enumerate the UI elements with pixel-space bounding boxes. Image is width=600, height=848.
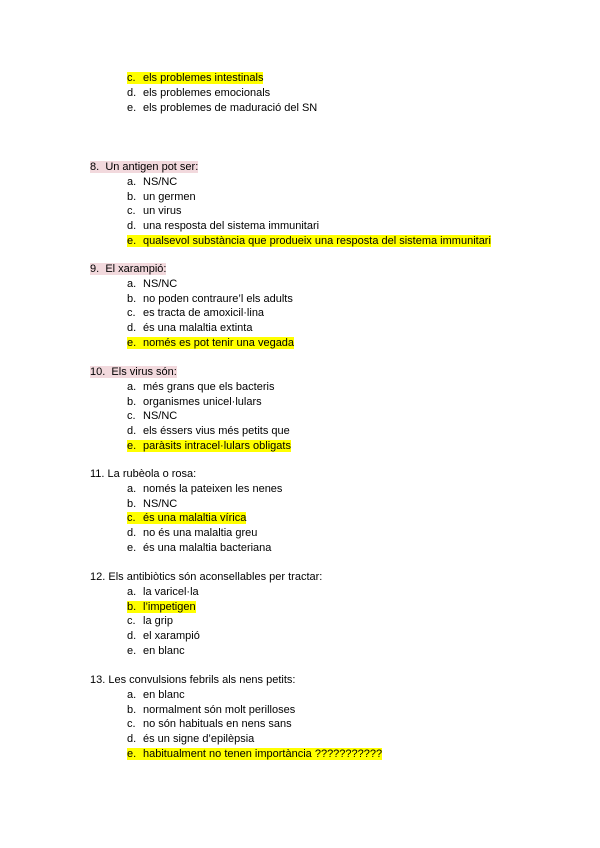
option-e: e. només es pot tenir una vegada <box>127 337 295 349</box>
question-text: 8. Un antigen pot ser: <box>90 161 199 173</box>
option-c: c. NS/NC <box>127 410 178 422</box>
option-c: c. la grip <box>127 615 173 627</box>
option-d: d. el xarampió <box>127 630 200 642</box>
option-b: b. l’impetigen <box>127 601 196 613</box>
option-d: d. els problemes emocionals <box>127 87 271 99</box>
option-d: d. és un signe d’epilèpsia <box>127 733 255 745</box>
option-a: a. la varicel·la <box>127 586 199 598</box>
option-c: c. es tracta de amoxicil·lina <box>127 307 265 319</box>
option-e: e. és una malaltia bacteriana <box>127 542 272 554</box>
option-e: e. en blanc <box>127 645 185 657</box>
question-text: 10. Els virus són: <box>90 366 177 378</box>
question-text: 11. La rubèola o rosa: <box>90 468 197 480</box>
option-c: c. és una malaltia vírica <box>127 512 247 524</box>
option-d: d. una resposta del sistema immunitari <box>127 220 320 232</box>
option-b: b. normalment són molt perilloses <box>127 704 296 716</box>
question-text: 13. Les convulsions febrils als nens petits: <box>90 674 296 686</box>
option-a: a. en blanc <box>127 689 185 701</box>
option-a: a. NS/NC <box>127 278 178 290</box>
option-b: b. un germen <box>127 191 196 203</box>
option-e: e. paràsits intracel·lulars obligats <box>127 440 291 452</box>
option-b: b. no poden contraure’l els adults <box>127 293 293 305</box>
question-text: 9. El xarampió: <box>90 263 167 275</box>
option-c: c. un virus <box>127 205 182 217</box>
option-d: d. els éssers vius més petits que <box>127 425 290 437</box>
option-a: a. només la pateixen les nenes <box>127 483 283 495</box>
option-e: e. qualsevol substància que produeix una resposta del sistema immunitari <box>127 235 491 247</box>
option-d: d. és una malaltia extinta <box>127 322 253 334</box>
option-e: e. habitualment no tenen importància ??????????? <box>127 748 383 760</box>
option-b: b. organismes unicel·lulars <box>127 396 262 408</box>
option-a: a. més grans que els bacteris <box>127 381 275 393</box>
option-e: e. els problemes de maduració del SN <box>127 102 318 114</box>
option-d: d. no és una malaltia greu <box>127 527 258 539</box>
question-text: 12. Els antibiòtics són aconsellables per tractar: <box>90 571 323 583</box>
option-c: c. els problemes intestinals <box>127 72 264 84</box>
option-b: b. NS/NC <box>127 498 178 510</box>
option-c: c. no són habituals en nens sans <box>127 718 292 730</box>
option-a: a. NS/NC <box>127 176 178 188</box>
